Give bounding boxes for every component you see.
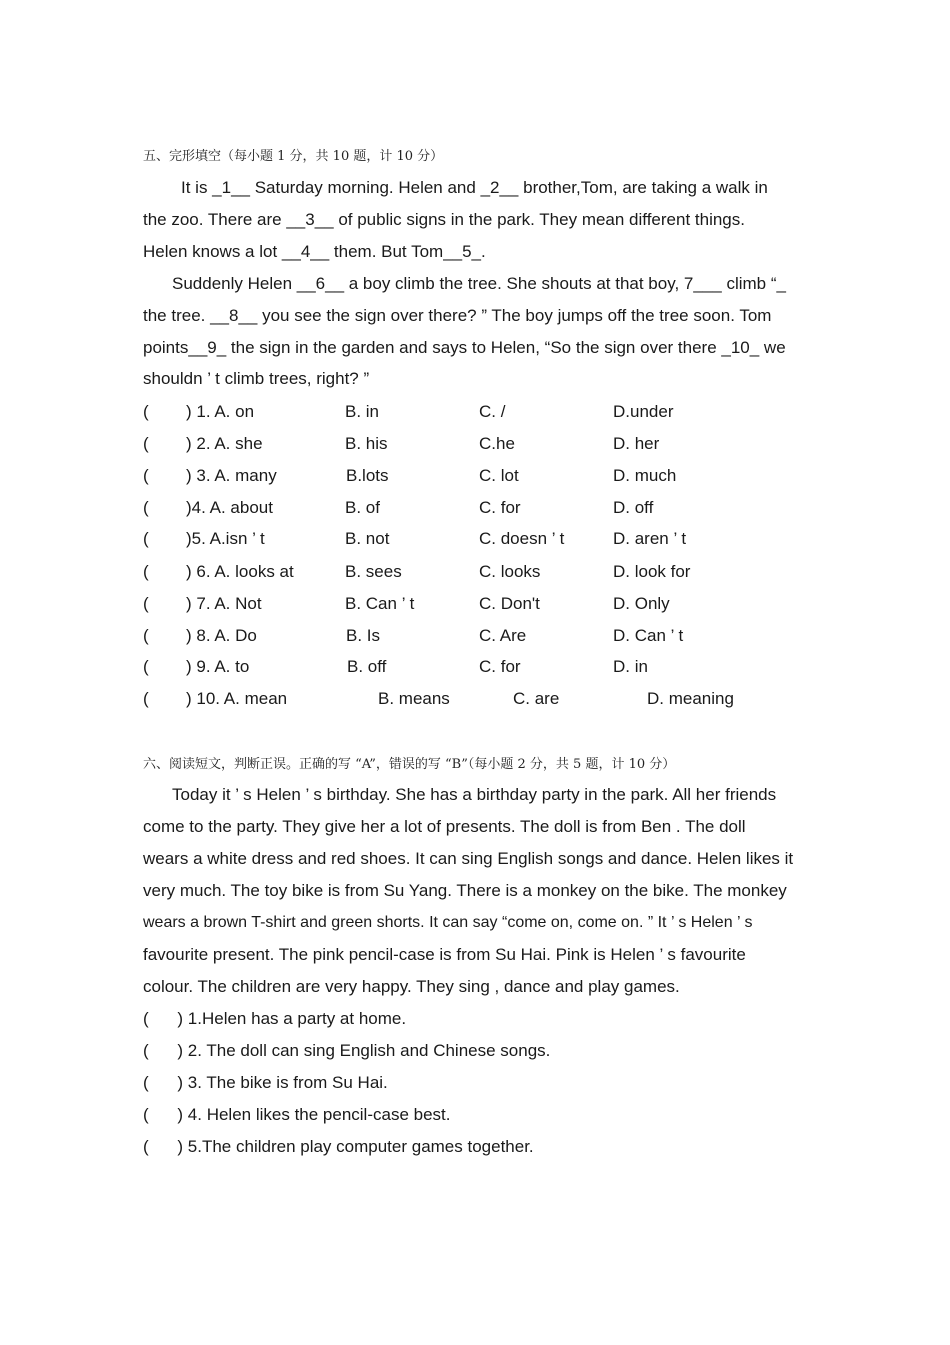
answer-paren[interactable]: ( xyxy=(143,529,149,548)
option-d: D. Only xyxy=(613,594,670,613)
option-c: C. Are xyxy=(479,626,527,645)
option-c: C. lot xyxy=(479,466,519,485)
answer-paren[interactable]: ( xyxy=(143,1137,149,1156)
option-a: ) 3. A. many xyxy=(186,466,277,485)
option-b: B. in xyxy=(345,402,380,421)
option-a: ) 7. A. Not xyxy=(186,594,262,613)
option-b: B. off xyxy=(347,657,387,676)
option-b: B. not xyxy=(345,529,390,548)
option-c: C. are xyxy=(513,689,560,708)
option-d: D. aren ’ t xyxy=(613,529,687,548)
option-b: B. Can ’ t xyxy=(345,594,415,613)
section6-passage-line: favourite present. The pink pencil-case is from Su Hai. Pink is Helen ’ s favourite xyxy=(143,945,746,964)
section6-passage-line: wears a white dress and red shoes. It can sing English songs and dance. Helen likes it xyxy=(143,849,794,868)
answer-paren[interactable]: ( xyxy=(143,434,149,453)
option-d: D. her xyxy=(613,434,660,453)
option-b: B. means xyxy=(378,689,450,708)
section5-passage-line: points__9_ the sign in the garden and says to Helen, “So the sign over there _10_ we xyxy=(143,338,786,357)
option-b: B.lots xyxy=(346,466,389,485)
option-a: ) 1. A. on xyxy=(186,402,255,421)
option-b: B. sees xyxy=(345,562,402,581)
tf-statement-2 xyxy=(143,1041,550,1061)
option-b: B. of xyxy=(345,498,380,517)
section6-passage-line: Today it ’ s Helen ’ s birthday. She has a birthday party in the park. All her friends xyxy=(172,785,777,804)
tf-statement-3 xyxy=(143,1073,388,1093)
answer-paren[interactable]: ( xyxy=(143,562,149,581)
answer-paren[interactable]: ( xyxy=(143,657,149,676)
section5-passage-line: It is _1__ Saturday morning. Helen and _2__ brother,Tom, are taking a walk in xyxy=(181,178,768,197)
section5-passage-line: the zoo. There are __3__ of public signs in the park. They mean different things. xyxy=(143,210,745,229)
answer-paren[interactable]: ( xyxy=(143,626,149,645)
option-c: C. for xyxy=(479,498,521,517)
option-d: D. in xyxy=(613,657,648,676)
section6-passage-line: very much. The toy bike is from Su Yang. There is a monkey on the bike. The monkey xyxy=(143,881,787,900)
option-c: C. looks xyxy=(479,562,541,581)
answer-paren[interactable]: ( xyxy=(143,689,149,708)
answer-paren[interactable]: ( xyxy=(143,1041,149,1060)
option-c: C. / xyxy=(479,402,506,421)
section6-passage-line: come to the party. They give her a lot of presents. The doll is from Ben . The doll xyxy=(143,817,746,836)
section5-passage-line: Suddenly Helen __6__ a boy climb the tree. She shouts at that boy, 7___ climb “_ xyxy=(172,274,786,293)
option-b: B. Is xyxy=(346,626,381,645)
answer-paren[interactable]: ( xyxy=(143,466,149,485)
option-d: D.under xyxy=(613,402,674,421)
section5-heading: 五、完形填空（每小题 1 分，共 10 题，计 10 分） xyxy=(143,149,444,164)
option-a: ) 9. A. to xyxy=(186,657,250,676)
answer-paren[interactable]: ( xyxy=(143,498,149,517)
option-d: D. meaning xyxy=(647,689,734,708)
statement-text: ) 5.The children play computer games together. xyxy=(177,1137,534,1156)
option-a: )5. A.isn ’ t xyxy=(186,529,265,548)
option-a: ) 8. A. Do xyxy=(186,626,257,645)
section6-passage-line: colour. The children are very happy. They sing , dance and play games. xyxy=(143,977,680,996)
option-d: D. much xyxy=(613,466,677,485)
option-a: )4. A. about xyxy=(186,498,273,517)
section5-passage-line: shouldn ’ t climb trees, right? ” xyxy=(143,369,370,388)
tf-statement-5 xyxy=(143,1137,534,1157)
statement-text: ) 4. Helen likes the pencil-case best. xyxy=(177,1105,451,1124)
option-d: D. Can ’ t xyxy=(613,626,684,645)
statement-text: ) 2. The doll can sing English and Chinese songs. xyxy=(177,1041,551,1060)
answer-paren[interactable]: ( xyxy=(143,1009,149,1028)
option-c: C.he xyxy=(479,434,515,453)
answer-paren[interactable]: ( xyxy=(143,402,149,421)
answer-paren[interactable]: ( xyxy=(143,1105,149,1124)
section6-passage-line: wears a brown T-shirt and green shorts. It can say “come on, come on. ” It ’ s Helen ’ s xyxy=(143,914,753,931)
tf-statement-4 xyxy=(143,1105,451,1125)
option-c: C. for xyxy=(479,657,521,676)
answer-paren[interactable]: ( xyxy=(143,1073,149,1092)
answer-paren[interactable]: ( xyxy=(143,594,149,613)
statement-text: ) 3. The bike is from Su Hai. xyxy=(177,1073,388,1092)
section5-passage-line: the tree. __8__ you see the sign over there? ” The boy jumps off the tree soon. Tom xyxy=(143,306,772,325)
option-c: C. doesn ’ t xyxy=(479,529,565,548)
option-b: B. his xyxy=(345,434,388,453)
tf-statement-1 xyxy=(143,1009,406,1029)
section5-passage-line: Helen knows a lot __4__ them. But Tom__5_. xyxy=(143,242,486,261)
option-d: D. off xyxy=(613,498,654,517)
statement-text: ) 1.Helen has a party at home. xyxy=(177,1009,407,1028)
section6-heading: 六、阅读短文，判断正误。正确的写 “A”，错误的写 “B”（每小题 2 分，共 5 题，计 10 分） xyxy=(143,757,676,772)
option-c: C. Don't xyxy=(479,594,540,613)
option-a: ) 10. A. mean xyxy=(186,689,288,708)
option-d: D. look for xyxy=(613,562,691,581)
option-a: ) 6. A. looks at xyxy=(186,562,294,581)
option-a: ) 2. A. she xyxy=(186,434,263,453)
